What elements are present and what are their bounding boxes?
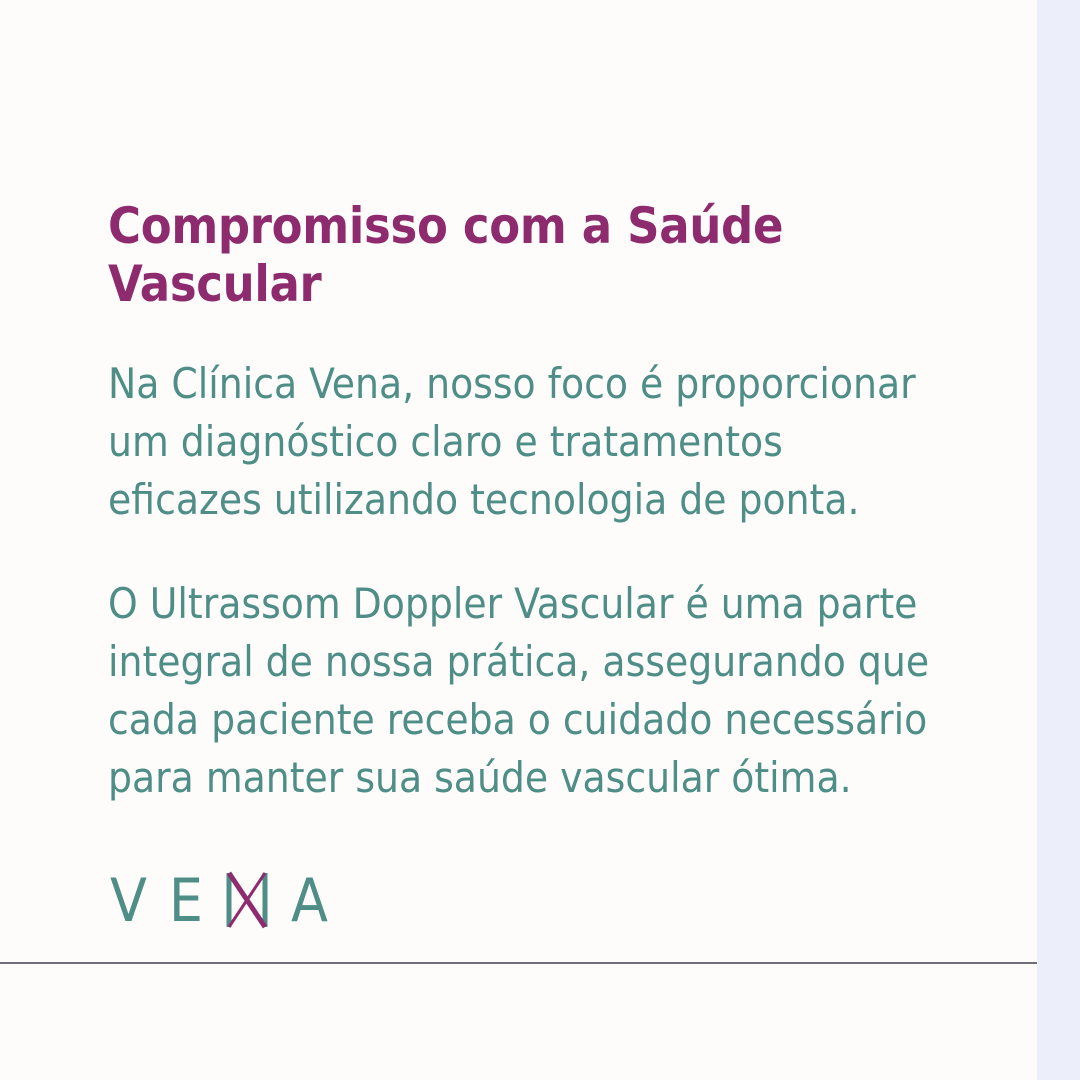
logo-letter-a: A <box>291 866 350 936</box>
slide-content <box>108 198 938 807</box>
logo-letter-n-icon <box>225 871 269 929</box>
footer-area <box>0 964 1037 1080</box>
page-title: Compromisso com a Saúde Vascular <box>108 197 784 313</box>
vena-logo <box>110 868 350 934</box>
logo-letter-e: E <box>168 866 226 936</box>
logo-letter-v: V <box>110 866 169 936</box>
footer-divider <box>0 962 1080 964</box>
logo-wordmark <box>110 866 350 936</box>
body-paragraph-1: Na Clínica Vena, nosso foco é proporcionar um diagnóstico claro e tratamentos eficazes utilizando tecnologia de ponta. <box>108 359 916 524</box>
body-paragraph-2: O Ultrassom Doppler Vascular é uma parte integral de nossa prática, assegurando que cada paciente receba o cuidado necessário para manter sua saúde vascular ótima. <box>108 578 930 802</box>
next-slide-edge[interactable] <box>1037 0 1080 1080</box>
